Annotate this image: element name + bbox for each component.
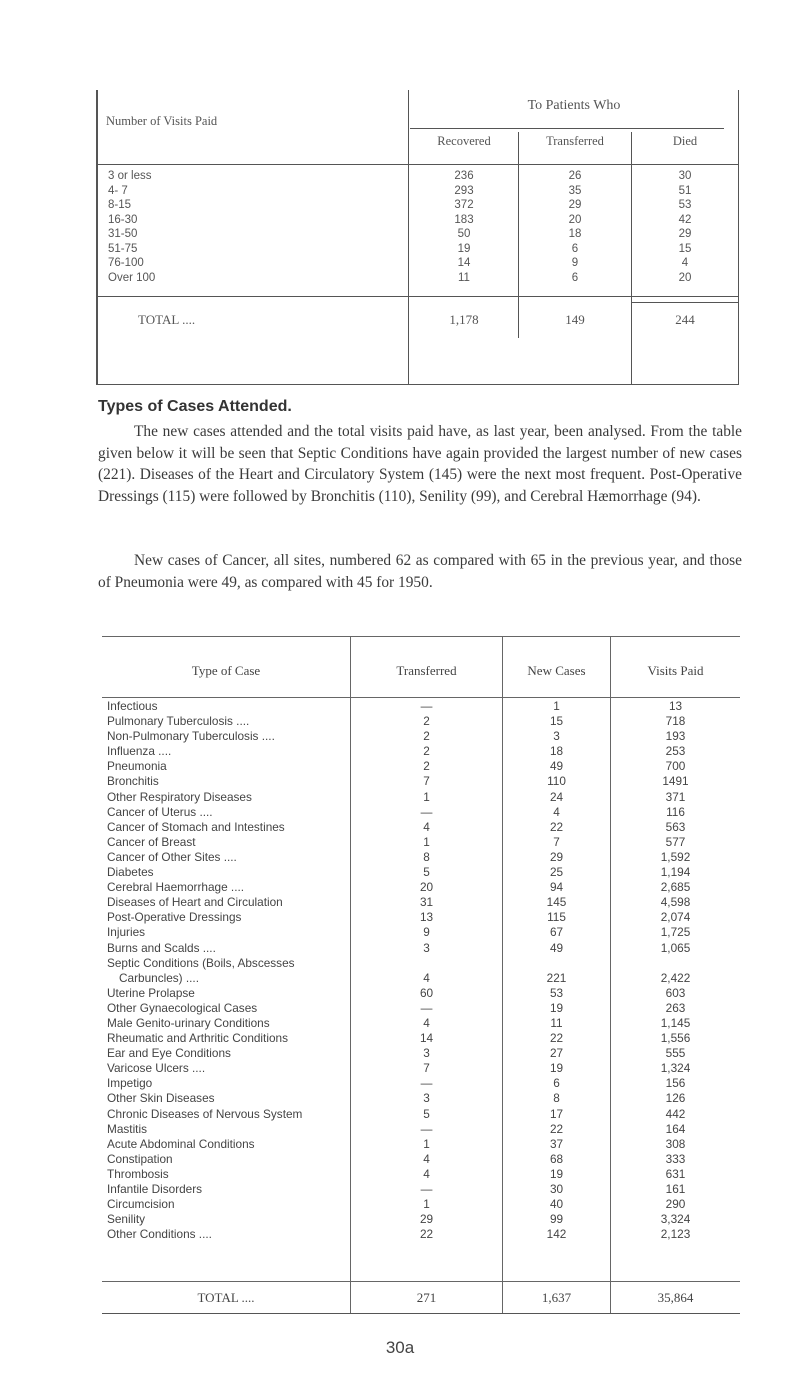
visits-paid-value: 193 xyxy=(665,729,686,744)
case-type-line: Pneumonia xyxy=(107,759,167,774)
recovered-value: 372 xyxy=(454,199,474,211)
new-cases-value: 15 xyxy=(549,714,564,729)
transferred-value: 7 xyxy=(423,774,430,789)
case-type xyxy=(107,699,158,713)
case-type xyxy=(107,759,167,773)
table-row xyxy=(98,199,738,214)
new-cases-value: 4 xyxy=(553,804,560,819)
visits-table-body xyxy=(98,170,738,286)
case-type-line: Post-Operative Dressings xyxy=(107,910,242,925)
transferred-value: 29 xyxy=(419,1212,434,1227)
case-type-line: Bronchitis xyxy=(107,774,159,789)
case-type-line: Infantile Disorders xyxy=(107,1182,203,1196)
transferred-value: 18 xyxy=(568,228,582,240)
new-cases-value: 110 xyxy=(547,774,566,789)
visits-paid-value: 1491 xyxy=(662,774,689,789)
case-type xyxy=(107,1016,270,1030)
new-cases-value: 3 xyxy=(553,729,560,744)
visits-paid-value: 253 xyxy=(665,744,686,759)
table-row xyxy=(98,228,738,243)
case-type xyxy=(107,714,249,728)
visits-paid-value: 700 xyxy=(665,759,686,774)
transferred-value: 1 xyxy=(423,834,430,849)
table-row xyxy=(98,170,738,185)
visits-paid-value: 290 xyxy=(665,1197,686,1212)
case-type-line: Injuries xyxy=(107,925,146,940)
case-type-line: Other Conditions .... xyxy=(107,1227,212,1242)
table-row xyxy=(102,1137,740,1152)
transferred-value: 2 xyxy=(423,744,430,759)
page-number: 30a xyxy=(385,1338,415,1357)
table-row xyxy=(102,759,740,774)
case-type-line: Cancer of Breast xyxy=(107,834,196,849)
visits-range: 51-75 xyxy=(108,242,138,255)
transferred-value: 9 xyxy=(423,925,430,940)
case-type xyxy=(107,1137,255,1151)
table-row xyxy=(102,1001,740,1016)
recovered-value: 11 xyxy=(458,271,470,284)
transferred-value: 3 xyxy=(423,1091,430,1106)
table-row xyxy=(102,1197,740,1212)
visits-paid-value: 631 xyxy=(665,1166,686,1181)
paragraph-analysis: The new cases attended and the total visits paid have, as last year, been analysed. From the table given below it will be seen that Septic Conditions have again provided the largest number of new cases (221). Diseases of the Heart and Circulatory System (145) were the next most frequent. Post-Operative Dressings (115) were followed by Bronchitis (110), Senility (99), and Cerebral Hæmorrhage (94). xyxy=(98,423,742,505)
col-transferred-header: Transferred xyxy=(546,134,604,148)
table-row xyxy=(102,1046,740,1061)
transferred-value: 2 xyxy=(423,729,430,744)
new-cases-value: 19 xyxy=(549,1061,564,1076)
col-group-header: To Patients Who xyxy=(527,98,621,113)
transferred-value: 20 xyxy=(419,880,434,895)
case-type-line: Male Genito-urinary Conditions xyxy=(107,1015,270,1030)
new-cases-value: 19 xyxy=(549,1166,564,1181)
cases-total-new: 1,637 xyxy=(541,1290,572,1305)
section-heading: Types of Cases Attended. xyxy=(98,398,292,415)
case-type-line: Other Gynaecological Cases xyxy=(107,1000,258,1015)
visits-range: 76-100 xyxy=(108,257,144,269)
visits-paid-value: 1,324 xyxy=(660,1061,691,1076)
transferred-value: 5 xyxy=(423,1106,430,1121)
transferred-value: — xyxy=(420,1182,433,1196)
new-cases-value: 25 xyxy=(549,865,564,880)
new-cases-value: 37 xyxy=(549,1136,564,1151)
new-cases-value: 27 xyxy=(549,1046,564,1061)
case-type xyxy=(107,729,275,743)
visits-paid-value: 555 xyxy=(665,1046,686,1061)
transferred-value: 60 xyxy=(419,985,434,1000)
visits-paid-value: 2,074 xyxy=(660,910,691,925)
visits-paid-value: 263 xyxy=(665,1000,686,1015)
case-type-line: Mastitis xyxy=(107,1121,147,1136)
case-type-line: Influenza .... xyxy=(107,744,172,759)
table-row xyxy=(102,910,740,925)
case-type-line: Thrombosis xyxy=(107,1166,169,1181)
transferred-value: 3 xyxy=(423,1046,430,1061)
new-cases-value: 18 xyxy=(549,744,564,759)
case-type xyxy=(107,1061,205,1075)
total-transferred: 149 xyxy=(565,312,585,327)
col-type-header: Type of Case xyxy=(191,663,261,678)
table-row xyxy=(98,214,738,229)
visits-paid-value: 603 xyxy=(665,985,686,1000)
case-type xyxy=(107,1167,169,1181)
case-type xyxy=(107,1091,215,1105)
visits-paid-value: 1,145 xyxy=(660,1015,691,1030)
table-row xyxy=(102,744,740,759)
died-value: 53 xyxy=(678,199,692,211)
visits-paid-value: 308 xyxy=(665,1136,686,1151)
transferred-value: 3 xyxy=(423,940,430,955)
table-row xyxy=(102,1227,740,1242)
table-row xyxy=(102,699,740,714)
case-type-line: Cancer of Uterus .... xyxy=(107,804,213,819)
total-label: TOTAL .... xyxy=(138,312,196,327)
case-type-line: Burns and Scalds .... xyxy=(107,940,216,955)
visits-paid-value: 718 xyxy=(665,714,686,729)
died-value: 51 xyxy=(678,184,692,197)
table-row xyxy=(102,895,740,910)
visits-range: 3 or less xyxy=(108,170,152,182)
transferred-value: 4 xyxy=(423,1166,430,1181)
visits-paid-value: 164 xyxy=(665,1121,686,1136)
new-cases-value: 68 xyxy=(549,1151,564,1166)
visits-paid-value: 442 xyxy=(665,1106,686,1121)
table-row xyxy=(102,956,740,986)
case-type xyxy=(107,1001,257,1015)
case-type xyxy=(107,805,213,819)
table-row xyxy=(98,243,738,258)
table-row xyxy=(102,1091,740,1106)
recovered-value: 50 xyxy=(457,228,471,240)
new-cases-value: 29 xyxy=(549,849,564,864)
transferred-value: 29 xyxy=(568,199,582,211)
transferred-value: 2 xyxy=(423,759,430,774)
cases-table-body xyxy=(102,699,740,1242)
recovered-value: 14 xyxy=(457,257,471,269)
col-died-header: Died xyxy=(672,134,698,148)
transferred-value: 1 xyxy=(423,1197,430,1212)
case-type-line: Other Skin Diseases xyxy=(107,1091,215,1106)
case-type xyxy=(107,1122,147,1136)
case-type xyxy=(107,1197,175,1211)
col-recovered-header: Recovered xyxy=(437,134,491,148)
cases-total-transferred: 271 xyxy=(416,1290,437,1305)
table-row xyxy=(102,1122,740,1137)
transferred-value: 4 xyxy=(423,1151,430,1166)
case-type-line: Non-Pulmonary Tuberculosis .... xyxy=(107,729,275,744)
visits-paid-value: 333 xyxy=(665,1151,686,1166)
case-type xyxy=(107,774,159,788)
case-type-line: Pulmonary Tuberculosis .... xyxy=(107,714,250,729)
case-type xyxy=(107,744,171,758)
cases-total-visits: 35,864 xyxy=(657,1290,694,1305)
transferred-value: — xyxy=(420,1121,433,1136)
transferred-value: — xyxy=(420,1076,433,1091)
case-type xyxy=(107,925,145,939)
table-row xyxy=(102,714,740,729)
case-type xyxy=(107,820,285,834)
visits-paid-value: 1,556 xyxy=(660,1031,691,1046)
table-row xyxy=(102,850,740,865)
case-type-line: Chronic Diseases of Nervous System xyxy=(107,1106,303,1121)
transferred-value: 5 xyxy=(423,865,430,880)
table-row xyxy=(102,1152,740,1167)
table-row xyxy=(102,1107,740,1122)
case-type xyxy=(107,1046,231,1060)
transferred-value: 4 xyxy=(423,1015,430,1030)
new-cases-value: 22 xyxy=(549,819,564,834)
table-row xyxy=(102,1182,740,1197)
transferred-value: 22 xyxy=(419,1227,434,1242)
new-cases-value: 94 xyxy=(549,880,564,895)
new-cases-value: 115 xyxy=(547,910,566,925)
transferred-value: 13 xyxy=(419,910,434,925)
case-type xyxy=(107,1076,152,1090)
case-type-line: Diseases of Heart and Circulation xyxy=(107,895,283,910)
table-row xyxy=(102,1016,740,1031)
case-type-line: Varicose Ulcers .... xyxy=(107,1061,206,1076)
transferred-value: — xyxy=(420,804,433,819)
new-cases-value: 221 xyxy=(546,970,567,985)
table-row xyxy=(98,272,738,287)
new-cases-value: 22 xyxy=(549,1031,564,1046)
paragraph-cancer: New cases of Cancer, all sites, numbered 62 as compared with 65 in the previous year, and those of Pneumonia were 49, as compared with 45 for 1950. xyxy=(98,552,742,591)
col-transferred-header: Transferred xyxy=(396,663,457,678)
col-new-cases-header: New Cases xyxy=(527,663,586,678)
table-row xyxy=(102,925,740,940)
new-cases-value: 142 xyxy=(546,1227,567,1242)
died-value: 4 xyxy=(681,257,689,269)
case-type xyxy=(107,835,196,849)
total-recovered: 1,178 xyxy=(449,312,479,327)
transferred-value: 2 xyxy=(423,714,430,729)
visits-paid-value: 116 xyxy=(666,804,685,819)
case-type xyxy=(107,1227,212,1241)
new-cases-value: 30 xyxy=(549,1182,564,1196)
case-type-line: Impetigo xyxy=(107,1076,153,1091)
case-type-line: Ear and Eye Conditions xyxy=(107,1046,231,1061)
case-type xyxy=(107,956,295,986)
case-type xyxy=(107,941,216,955)
col-visits-paid-header: Visits Paid xyxy=(647,663,704,678)
table-row xyxy=(102,1031,740,1046)
table-row xyxy=(102,1167,740,1182)
visits-paid-value: 13 xyxy=(668,699,683,713)
case-type-line: Other Respiratory Diseases xyxy=(107,789,252,804)
cases-total-row xyxy=(102,1281,740,1312)
visits-paid-value: 2,422 xyxy=(660,970,691,985)
recovered-value: 293 xyxy=(454,184,474,197)
died-value: 42 xyxy=(678,213,692,226)
table-row xyxy=(102,790,740,805)
died-value: 30 xyxy=(678,170,692,182)
visits-paid-value: 126 xyxy=(665,1091,686,1106)
new-cases-value: 1 xyxy=(553,699,560,713)
total-died: 244 xyxy=(675,312,695,327)
table-row xyxy=(102,1061,740,1076)
transferred-value: 1 xyxy=(423,789,430,804)
new-cases-value: 40 xyxy=(549,1197,564,1212)
case-type xyxy=(107,910,241,924)
case-type xyxy=(107,1182,202,1196)
case-type-line: Cerebral Haemorrhage .... xyxy=(107,880,245,895)
case-type-line2: Carbuncles) .... xyxy=(119,970,199,985)
table-row xyxy=(102,986,740,1001)
transferred-value: 4 xyxy=(423,819,430,834)
visits-paid-value: 1,065 xyxy=(660,940,691,955)
visits-paid-value: 161 xyxy=(665,1182,686,1196)
recovered-value: 19 xyxy=(457,242,471,255)
table-row xyxy=(102,1076,740,1091)
cases-total-label: TOTAL .... xyxy=(197,1290,255,1305)
new-cases-value: 17 xyxy=(549,1106,564,1121)
transferred-value: 9 xyxy=(571,257,579,269)
transferred-value: 6 xyxy=(571,242,579,255)
new-cases-value: 53 xyxy=(549,985,564,1000)
new-cases-value: 11 xyxy=(550,1015,563,1030)
visits-paid-value: 1,194 xyxy=(660,865,691,880)
visits-paid-value: 2,685 xyxy=(660,880,691,895)
case-type-line: Circumcision xyxy=(107,1197,175,1212)
case-type-line: Rheumatic and Arthritic Conditions xyxy=(107,1031,288,1046)
case-type xyxy=(107,850,237,864)
visits-paid-value: 4,598 xyxy=(660,895,691,910)
transferred-value: 4 xyxy=(423,970,430,985)
visits-range: 31-50 xyxy=(108,228,138,240)
case-type-line: Acute Abdominal Conditions xyxy=(107,1136,255,1151)
new-cases-value: 145 xyxy=(546,895,567,910)
new-cases-value: 24 xyxy=(549,789,564,804)
visits-paid-value: 563 xyxy=(665,819,686,834)
visits-paid-value: 577 xyxy=(665,834,686,849)
transferred-value: 20 xyxy=(568,213,582,226)
case-type-line: Cancer of Other Sites .... xyxy=(107,849,237,864)
table-row xyxy=(102,941,740,956)
table-row xyxy=(102,729,740,744)
transferred-value: 8 xyxy=(423,849,430,864)
case-type xyxy=(107,1031,288,1045)
cases-table xyxy=(102,636,740,1314)
visits-paid-value: 1,592 xyxy=(660,849,691,864)
case-type-line: Uterine Prolapse xyxy=(107,985,195,1000)
case-type-line: Infectious xyxy=(107,699,158,713)
new-cases-value: 22 xyxy=(549,1121,564,1136)
died-value: 15 xyxy=(678,242,692,255)
case-type-line: Cancer of Stomach and Intestines xyxy=(107,819,285,834)
transferred-value: — xyxy=(420,699,433,713)
visits-table xyxy=(96,90,739,385)
visits-range: 16-30 xyxy=(108,213,138,226)
case-type xyxy=(107,1107,302,1121)
table-row xyxy=(98,257,738,272)
transferred-value: 35 xyxy=(568,184,582,197)
table-row xyxy=(102,880,740,895)
case-type xyxy=(107,880,244,894)
visits-paid-value: 2,123 xyxy=(660,1227,691,1242)
died-value: 29 xyxy=(678,228,692,240)
case-type xyxy=(107,986,195,1000)
transferred-value: 7 xyxy=(423,1061,430,1076)
transferred-value: — xyxy=(420,1000,433,1015)
case-type-line: Senility xyxy=(107,1212,146,1227)
new-cases-value: 49 xyxy=(549,940,564,955)
table-row xyxy=(102,820,740,835)
died-value: 20 xyxy=(678,271,692,284)
case-type-line: Diabetes xyxy=(107,865,154,880)
table-row xyxy=(102,865,740,880)
new-cases-value: 19 xyxy=(549,1000,564,1015)
visits-paid-value: 1,725 xyxy=(660,925,691,940)
table-row xyxy=(102,774,740,789)
transferred-value: 14 xyxy=(419,1031,434,1046)
case-type xyxy=(107,1212,145,1226)
col-visits-header: Number of Visits Paid xyxy=(106,114,218,128)
case-type xyxy=(107,895,283,909)
new-cases-value: 67 xyxy=(549,925,564,940)
table-row xyxy=(102,835,740,850)
visits-paid-value: 371 xyxy=(665,789,686,804)
recovered-value: 183 xyxy=(454,213,474,226)
new-cases-value: 8 xyxy=(553,1091,560,1106)
case-type xyxy=(107,865,154,879)
new-cases-value: 6 xyxy=(553,1076,560,1091)
visits-range: Over 100 xyxy=(108,271,156,284)
new-cases-value: 49 xyxy=(549,759,564,774)
transferred-value: 6 xyxy=(571,271,579,284)
case-type xyxy=(107,790,252,804)
table-row xyxy=(102,1212,740,1227)
case-type-line: Septic Conditions (Boils, Abscesses xyxy=(107,955,295,970)
table-row xyxy=(102,805,740,820)
visits-paid-value: 156 xyxy=(665,1076,686,1091)
new-cases-value: 99 xyxy=(549,1212,564,1227)
transferred-value: 1 xyxy=(423,1136,430,1151)
recovered-value: 236 xyxy=(454,170,474,182)
visits-range: 8-15 xyxy=(108,199,132,211)
visits-paid-value: 3,324 xyxy=(660,1212,691,1227)
new-cases-value: 7 xyxy=(553,834,560,849)
visits-range: 4- 7 xyxy=(108,184,128,197)
table-row xyxy=(98,185,738,200)
transferred-value: 31 xyxy=(419,895,434,910)
case-type xyxy=(107,1152,173,1166)
case-type-line: Constipation xyxy=(107,1151,173,1166)
transferred-value: 26 xyxy=(568,170,582,182)
